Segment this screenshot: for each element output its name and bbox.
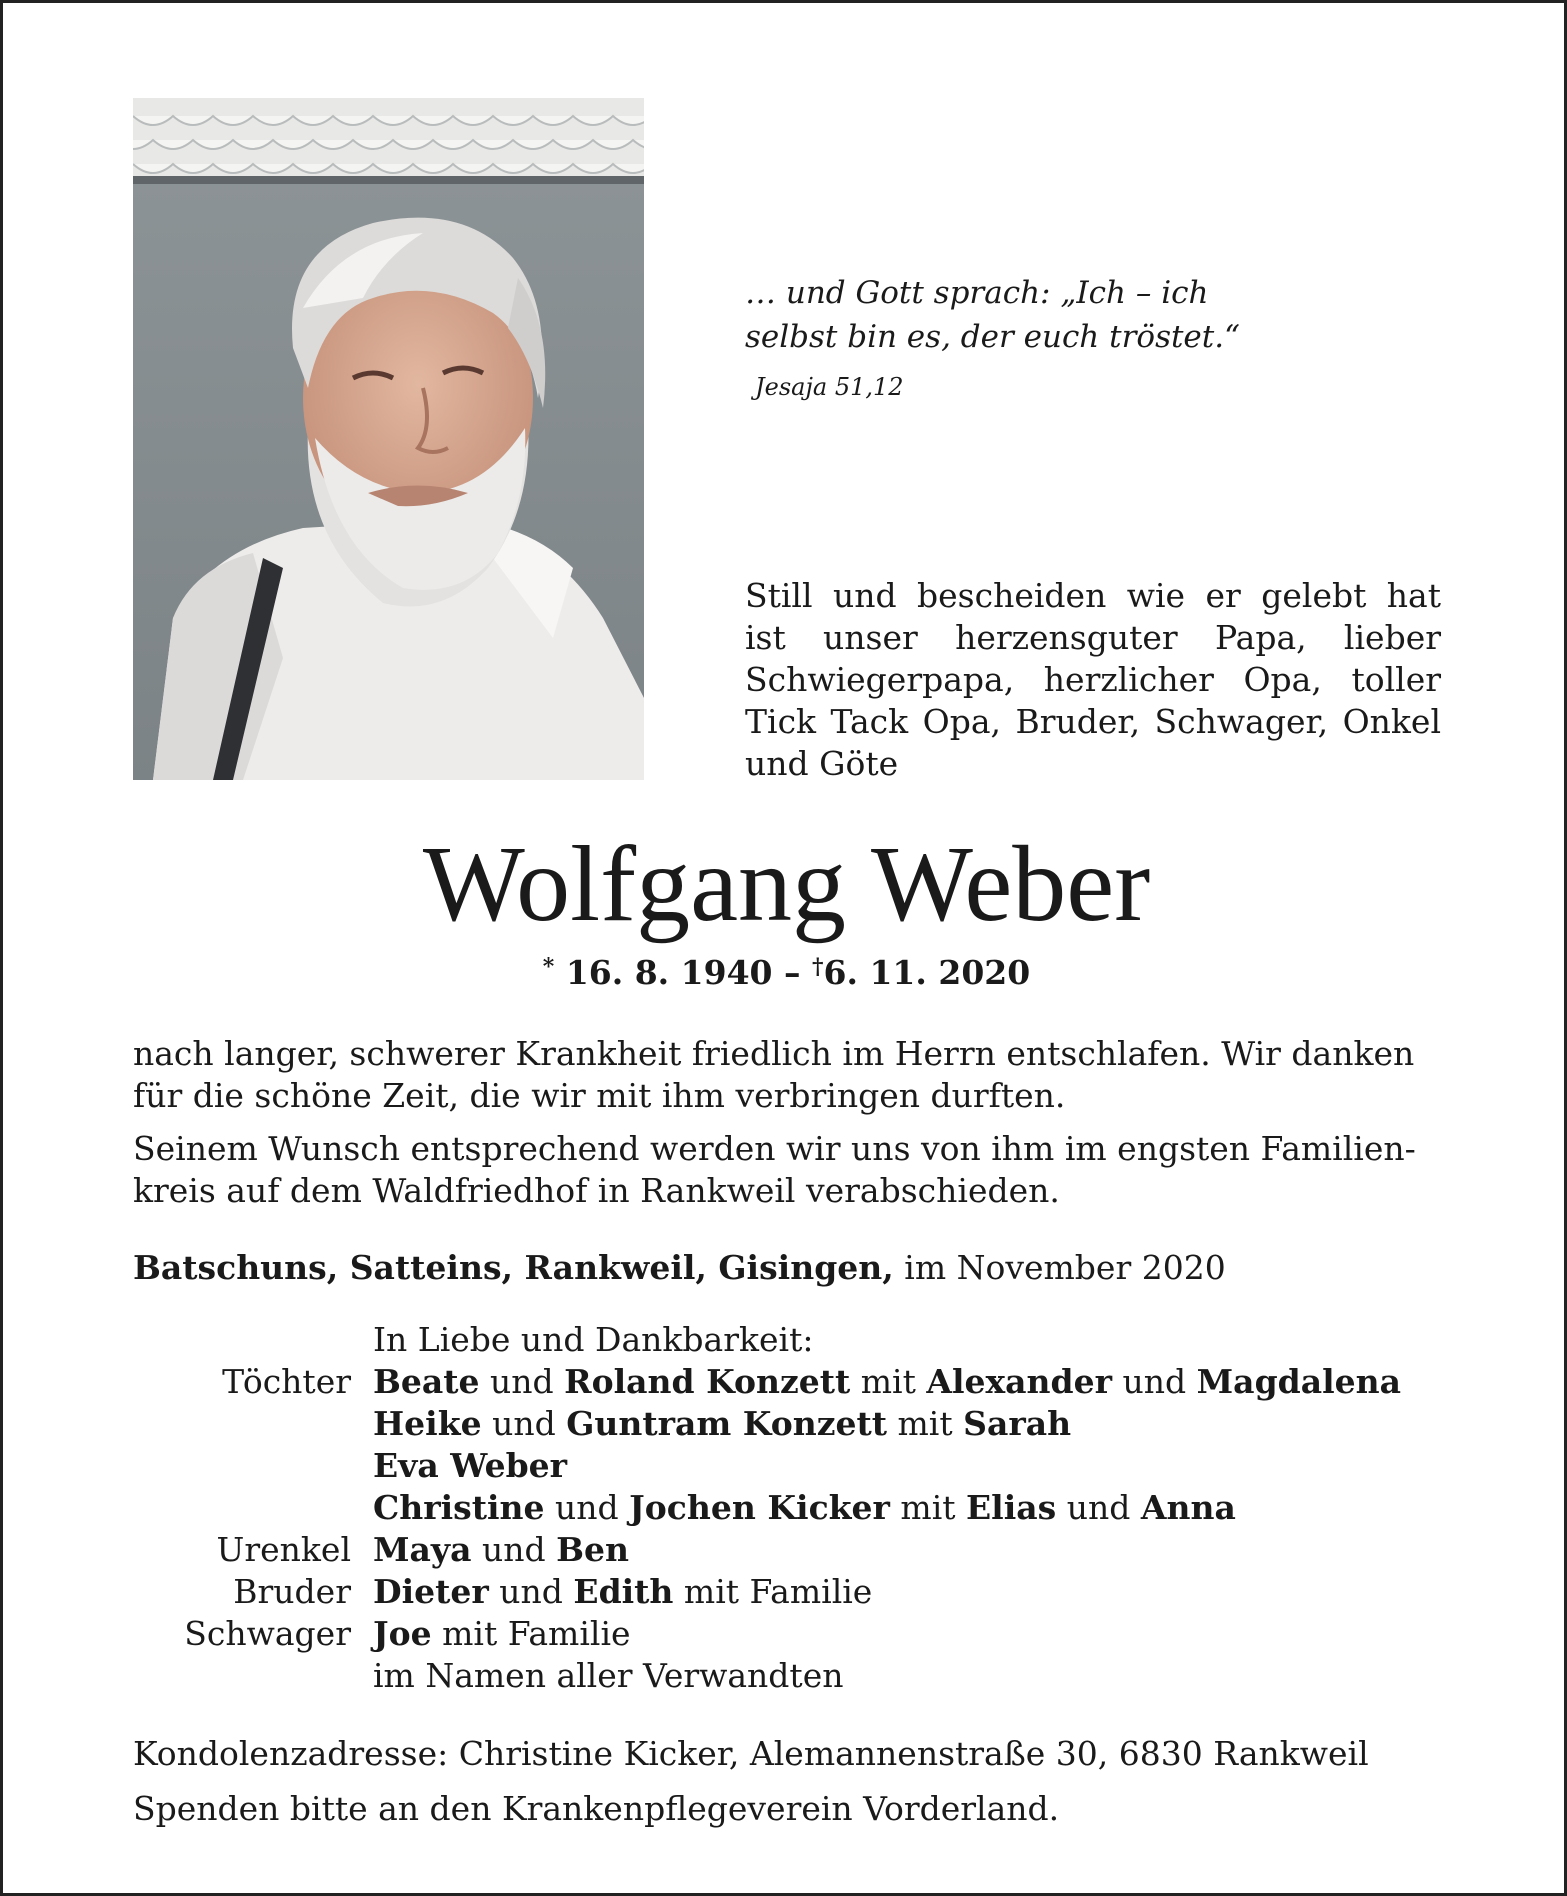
family-row <box>133 1655 1453 1697</box>
family-row <box>133 1529 1453 1571</box>
family-name: Elias <box>966 1488 1057 1527</box>
intro-line-4: Tick Tack Opa, Bruder, Schwager, Onkel <box>745 702 1441 741</box>
paragraph-passing <box>133 1033 1443 1117</box>
family-connector: mit Familie <box>683 1572 873 1611</box>
family-connector: und <box>1122 1362 1187 1401</box>
family-name: Maya <box>373 1530 472 1569</box>
place-names: Batschuns, Satteins, Rankweil, Gisingen, <box>133 1248 894 1287</box>
relation-label-bruder: Bruder <box>233 1572 351 1611</box>
family-row <box>133 1403 1453 1445</box>
family-name: Alexander <box>926 1362 1113 1401</box>
family-name: Eva Weber <box>373 1446 568 1485</box>
family-connector: mit <box>897 1404 953 1443</box>
portrait-photo <box>133 98 644 780</box>
life-dates <box>3 953 1567 992</box>
family-name: Magdalena <box>1196 1362 1402 1401</box>
family-name: Guntram Konzett <box>566 1404 887 1443</box>
donation-note: Spenden bitte an den Krankenpflegeverein Vorderland. <box>133 1789 1060 1828</box>
family-connector: mit Familie <box>442 1614 631 1653</box>
family-name: Christine <box>373 1488 545 1527</box>
birth-mark: * <box>542 954 555 980</box>
family-connector: und <box>490 1362 554 1401</box>
family-name: Sarah <box>963 1404 1072 1443</box>
intro-line-3: Schwiegerpapa, herzlicher Opa, toller <box>745 660 1441 699</box>
intro-line-2: ist unser herzensguter Papa, lieber <box>745 618 1441 657</box>
family-name: Roland Konzett <box>564 1362 851 1401</box>
family-connector: und <box>499 1572 563 1611</box>
paragraph-1-line-2: für die schöne Zeit, die wir mit ihm verbringen durften. <box>133 1076 1066 1115</box>
family-name: Beate <box>373 1362 480 1401</box>
family-connector: mit <box>860 1362 916 1401</box>
family-name: Heike <box>373 1404 482 1443</box>
family-list <box>133 1319 1453 1697</box>
family-connector: mit <box>900 1488 956 1527</box>
family-intro: In Liebe und Dankbarkeit: <box>373 1320 814 1359</box>
place-date <box>133 1248 1226 1287</box>
family-name: Ben <box>556 1530 629 1569</box>
quote-line-1: … und Gott sprach: „Ich – ich <box>745 275 1209 311</box>
family-name: Edith <box>573 1572 674 1611</box>
family-row <box>133 1613 1453 1655</box>
family-connector: und <box>481 1530 546 1569</box>
family-name: Jochen Kicker <box>629 1488 890 1527</box>
announcement-date: im November 2020 <box>904 1248 1226 1287</box>
family-row <box>133 1487 1453 1529</box>
paragraph-2-line-1: Seinem Wunsch entsprechend werden wir uns von ihm im engsten Familien- <box>133 1129 1416 1168</box>
intro-line-5: und Göte <box>745 744 899 783</box>
date-dash: – <box>784 953 801 992</box>
portrait-illustration <box>133 98 644 780</box>
family-connector: und <box>555 1488 619 1527</box>
bible-quote <box>745 271 1305 359</box>
family-row <box>133 1319 1453 1361</box>
death-date: 6. 11. 2020 <box>823 953 1031 992</box>
family-name: Dieter <box>373 1572 489 1611</box>
relation-label-toechter: Töchter <box>222 1362 351 1401</box>
family-closing: im Namen aller Verwandten <box>373 1656 844 1695</box>
family-name: Anna <box>1140 1488 1236 1527</box>
family-row <box>133 1445 1453 1487</box>
quote-line-2: selbst bin es, der euch tröstet.“ <box>745 319 1240 355</box>
quote-source: Jesaja 51,12 <box>755 373 904 401</box>
birth-date: 16. 8. 1940 <box>565 953 773 992</box>
deceased-name: Wolfgang Weber <box>422 825 1151 944</box>
intro-text <box>745 575 1441 785</box>
death-mark: † <box>812 954 824 980</box>
condolence-address: Kondolenzadresse: Christine Kicker, Alemannenstraße 30, 6830 Rankweil <box>133 1734 1369 1773</box>
paragraph-1-line-1: nach langer, schwerer Krankheit friedlich im Herrn entschlafen. Wir danken <box>133 1034 1415 1073</box>
family-name: Joe <box>373 1614 432 1653</box>
relation-label-schwager: Schwager <box>184 1614 351 1653</box>
intro-line-1: Still und bescheiden wie er gelebt hat <box>745 576 1441 615</box>
paragraph-farewell <box>133 1128 1443 1212</box>
family-row <box>133 1361 1453 1403</box>
relation-label-urenkel: Urenkel <box>216 1530 351 1569</box>
family-row <box>133 1571 1453 1613</box>
paragraph-2-line-2: kreis auf dem Waldfriedhof in Rankweil verabschieden. <box>133 1171 1060 1210</box>
family-connector: und <box>1066 1488 1131 1527</box>
family-connector: und <box>492 1404 556 1443</box>
